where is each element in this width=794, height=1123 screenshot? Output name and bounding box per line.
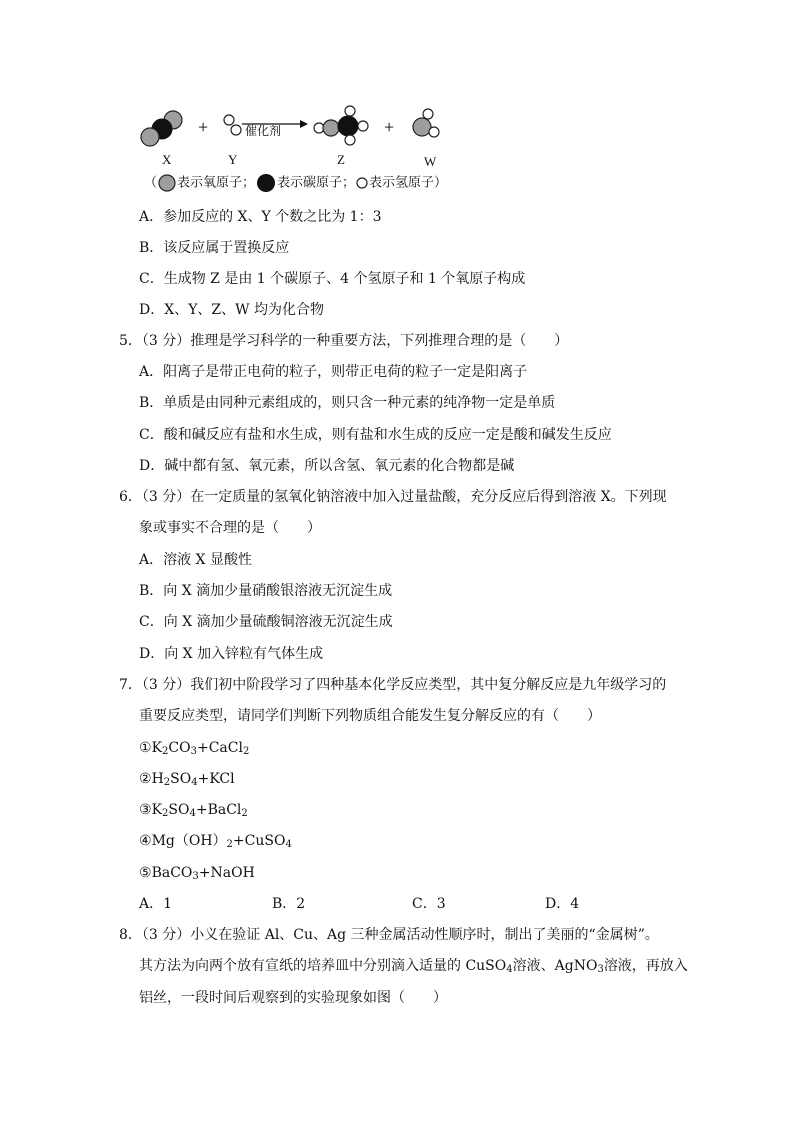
formula-part: K (151, 802, 163, 818)
formula-sub: 3 (597, 964, 604, 975)
legend-oxygen: 表示氧原子； (177, 175, 256, 191)
q5-stem: 5．（3 分）推理是学习科学的一种重要方法，下列推理合理的是（ ） (119, 333, 569, 349)
text-part: 溶液、AgNO (512, 958, 598, 974)
reaction-diagram-svg (130, 100, 590, 170)
q4-option-a: A．参加反应的 X、Y 个数之比为 1：3 (139, 209, 382, 225)
q8-stem-line2 (139, 957, 688, 979)
q6-option-c: C．向 X 滴加少量硫酸铜溶液无沉淀生成 (139, 614, 393, 630)
q4-option-d: D．X、Y、Z、W 均为化合物 (139, 302, 325, 318)
formula-part: K (151, 740, 163, 756)
formula-part: BaCO (151, 865, 193, 881)
label-x: X (162, 152, 172, 167)
formula-sub: 4 (189, 808, 196, 819)
q5-option-a: A．阳离子是带正电荷的粒子，则带正电荷的粒子一定是阳离子 (139, 364, 528, 380)
formula-part: +BaCl (195, 802, 242, 818)
formula-sub: 2 (162, 746, 169, 757)
formula-sub: 2 (162, 808, 169, 819)
q8-stem-line1: 8．（3 分）小义在验证 Al、Cu、Ag 三种金属活动性顺序时，制出了美丽的“金属树”。 (119, 927, 659, 943)
q5-option-b: B．单质是由同种元素组成的，则只含一种元素的纯净物一定是单质 (139, 395, 556, 411)
plus-sign: + (198, 117, 209, 137)
label-z: Z (337, 152, 345, 167)
q7-item-2 (139, 770, 235, 792)
formula-part: +NaOH (198, 865, 255, 881)
carbon-atom-icon (255, 173, 277, 193)
molecule-y (224, 115, 241, 135)
molecule-z (314, 106, 368, 145)
label-w: W (424, 154, 437, 169)
formula-part: SO (168, 802, 190, 818)
formula-sub: 2 (163, 777, 171, 788)
formula-sub: 2 (226, 839, 233, 850)
diagram-legend (144, 173, 447, 193)
q6-stem-line1: 6．（3 分）在一定质量的氢氧化钠溶液中加入过量盐酸，充分反应后得到溶液 X。下列现 (119, 489, 667, 505)
text-part: 溶液，再放入 (603, 958, 688, 974)
q6-stem-line2: 象或事实不合理的是（ ） (139, 520, 321, 536)
q4-option-c: C．生成物 Z 是由 1 个碳原子、4 个氢原子和 1 个氧原子构成 (139, 271, 526, 287)
q7-item-5 (139, 864, 255, 886)
q7-choice-d: D．4 (545, 896, 580, 912)
text-part: 其方法为向两个放有宣纸的培养皿中分别滴入适量的 CuSO (139, 958, 507, 974)
formula-part: +CaCl (196, 740, 243, 756)
hydrogen-atom-icon (355, 176, 369, 190)
q7-choice-c: C．3 (412, 896, 446, 912)
formula-part: Mg（OH） (151, 833, 227, 849)
formula-sub: 4 (191, 777, 198, 788)
molecule-x (141, 111, 182, 146)
item-mark: ③ (139, 802, 152, 818)
formula-part: CO (168, 740, 191, 756)
plus-sign: + (384, 117, 395, 137)
item-mark: ④ (139, 833, 152, 849)
item-mark: ⑤ (139, 865, 152, 881)
q7-item-3 (139, 801, 248, 823)
formula-sub: 4 (285, 839, 292, 850)
q6-option-a: A．溶液 X 显酸性 (139, 552, 252, 568)
formula-sub: 3 (190, 746, 197, 757)
formula-part: +CuSO (232, 833, 286, 849)
label-y: Y (228, 152, 238, 167)
q4-option-b: B．该反应属于置换反应 (139, 240, 290, 256)
reaction-diagram (130, 100, 590, 170)
q7-item-1 (139, 739, 249, 761)
formula-sub: 4 (506, 964, 513, 975)
legend-hydrogen: 表示氢原子） (369, 175, 448, 191)
q5-option-c: C．酸和碱反应有盐和水生成，则有盐和水生成的反应一定是酸和碱发生反应 (139, 427, 612, 443)
formula-sub: 3 (192, 871, 199, 882)
formula-sub: 2 (242, 746, 250, 757)
item-mark: ① (139, 740, 152, 756)
q8-stem-line3: 铝丝，一段时间后观察到的实验现象如图（ ） (139, 990, 447, 1006)
oxygen-atom-icon (157, 174, 177, 192)
formula-sub: 2 (241, 808, 248, 819)
catalyst-label: 催化剂 (245, 124, 282, 138)
q7-choice-a: A．1 (139, 896, 173, 912)
q7-choice-b: B．2 (272, 896, 306, 912)
legend-carbon: 表示碳原子； (277, 175, 356, 191)
item-mark: ② (139, 771, 152, 787)
q7-stem-line2: 重要反应类型，请同学们判断下列物质组合能发生复分解反应的有（ ） (139, 708, 601, 724)
molecule-w (413, 109, 439, 137)
q7-item-4 (139, 832, 292, 854)
q6-option-d: D．向 X 加入锌粒有气体生成 (139, 646, 324, 662)
legend-open-paren: （ (144, 175, 158, 191)
formula-part: +KCl (197, 771, 235, 787)
q7-stem-line1: 7．（3 分）我们初中阶段学习了四种基本化学反应类型，其中复分解反应是九年级学习的 (119, 677, 667, 693)
formula-part: H (151, 771, 164, 787)
q6-option-b: B．向 X 滴加少量硝酸银溶液无沉淀生成 (139, 583, 393, 599)
q5-option-d: D．碱中都有氢、氧元素，所以含氢、氧元素的化合物都是碱 (139, 458, 515, 474)
formula-part: SO (170, 771, 192, 787)
